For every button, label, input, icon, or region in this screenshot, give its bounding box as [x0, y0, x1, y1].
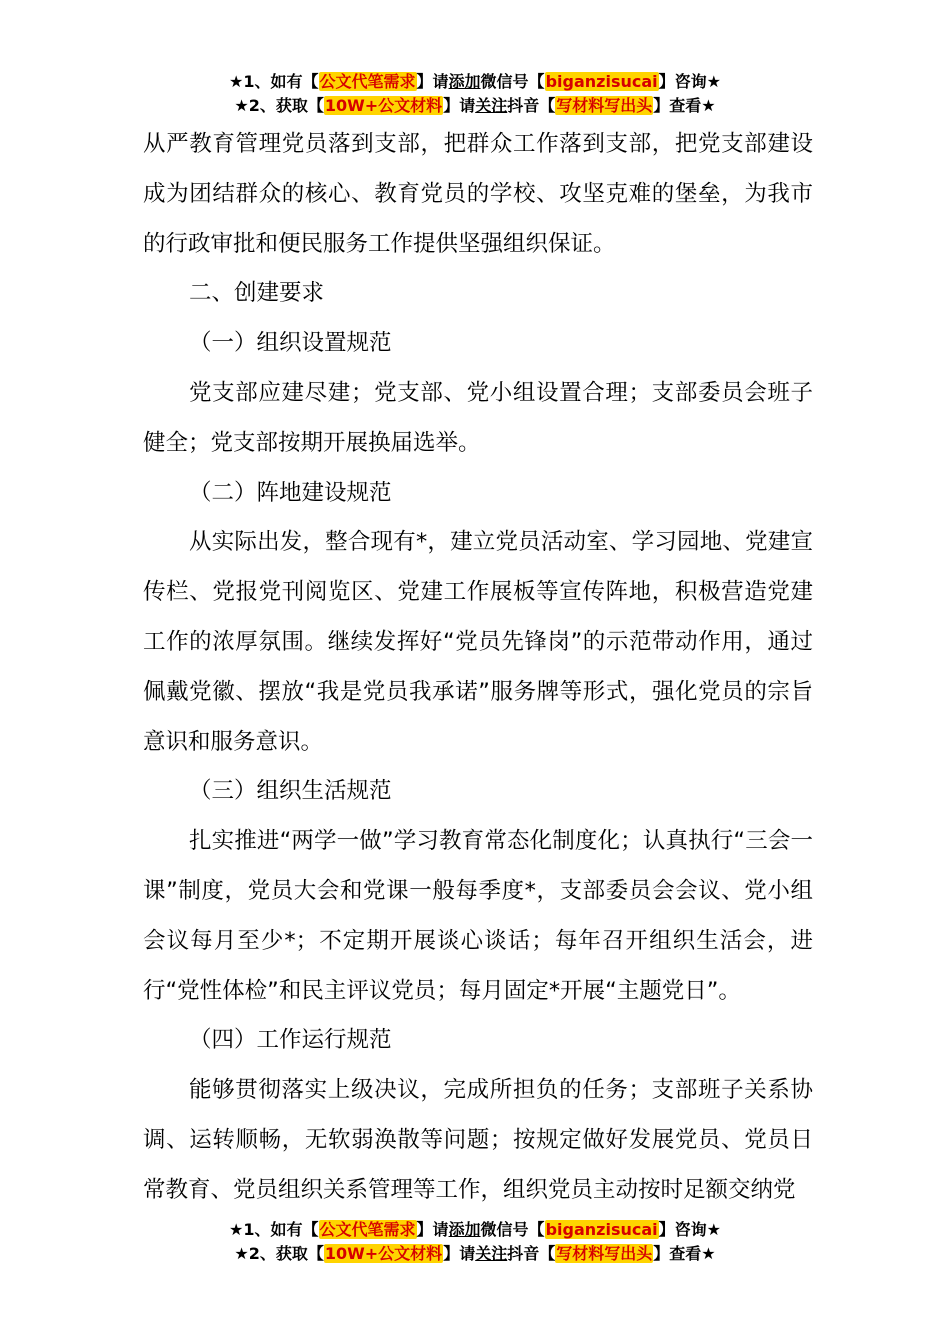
promo-highlight: biganzisucai	[545, 72, 658, 91]
promo-text: ★2、获取【	[234, 1244, 324, 1263]
promo-line-2	[0, 1242, 950, 1266]
promo-text: 】请	[416, 1220, 449, 1239]
promo-underlined-text: 关注	[475, 96, 508, 115]
promo-highlight: 10W+公文材料	[324, 96, 443, 115]
document-body	[143, 120, 813, 1216]
promo-highlight: 10W+公文材料	[324, 1244, 443, 1263]
promo-banner-bottom	[0, 1218, 950, 1266]
promo-underlined-text: 添加	[448, 72, 481, 91]
promo-banner-top	[0, 70, 950, 118]
promo-text: 】咨询★	[658, 1220, 721, 1239]
paragraph: 从严教育管理党员落到支部，把群众工作落到支部，把党支部建设成为团结群众的核心、教育党员的学校、攻坚克难的堡垒，为我市的行政审批和便民服务工作提供坚强组织保证。	[143, 131, 813, 257]
paragraph: 能够贯彻落实上级决议，完成所担负的任务；支部班子关系协调、运转顺畅，无软弱涣散等问题；按规定做好发展党员、党员日常教育、党员组织关系管理等工作，组织党员主动按时足额交纳党	[143, 1077, 813, 1203]
paragraph: 从实际出发，整合现有*，建立党员活动室、学习园地、党建宣传栏、党报党刊阅览区、党建工作展板等宣传阵地，积极营造党建工作的浓厚氛围。继续发挥好“党员先锋岗”的示范带动作用，通过佩戴党徽、摆放“我是党员我承诺”服务牌等形式，强化党员的宗旨意识和服务意识。	[143, 529, 813, 755]
promo-text: 微信号【	[480, 72, 545, 91]
promo-text: 】请	[443, 1244, 476, 1263]
promo-text: ★1、如有【	[229, 72, 319, 91]
promo-text: 】查看★	[653, 96, 716, 115]
promo-highlight: 公文代笔需求	[319, 1220, 416, 1239]
promo-underlined-text: 关注	[475, 1244, 508, 1263]
subsection-heading: （二）阵地建设规范	[189, 479, 392, 506]
promo-text: 】请	[416, 72, 449, 91]
subsection-heading: （一）组织设置规范	[189, 330, 392, 357]
promo-text: 微信号【	[480, 1220, 545, 1239]
promo-line-1	[0, 1218, 950, 1242]
promo-text: ★1、如有【	[229, 1220, 319, 1239]
promo-line-1	[0, 70, 950, 94]
paragraph: 扎实推进“两学一做”学习教育常态化制度化；认真执行“三会一课”制度，党员大会和党课一般每季度*，支部委员会会议、党小组会议每月至少*；不定期开展谈心谈话；每年召开组织生活会，进行“党性体检”和民主评议党员；每月固定*开展“主题党日”。	[143, 828, 813, 1004]
promo-highlight: 写材料写出头	[556, 1244, 653, 1263]
promo-text: 抖音【	[507, 1244, 556, 1263]
promo-highlight: 公文代笔需求	[319, 72, 416, 91]
section-heading: 二、创建要求	[189, 280, 325, 307]
promo-text: 】咨询★	[658, 72, 721, 91]
promo-text: 】查看★	[653, 1244, 716, 1263]
subsection-heading: （四）工作运行规范	[189, 1027, 392, 1054]
promo-text: 抖音【	[507, 96, 556, 115]
promo-highlight: 写材料写出头	[556, 96, 653, 115]
promo-highlight: biganzisucai	[545, 1220, 658, 1239]
paragraph: 党支部应建尽建；党支部、党小组设置合理；支部委员会班子健全；党支部按期开展换届选举。	[143, 379, 813, 456]
subsection-heading: （三）组织生活规范	[189, 778, 392, 805]
promo-text: 】请	[443, 96, 476, 115]
promo-text: ★2、获取【	[234, 96, 324, 115]
promo-underlined-text: 添加	[448, 1220, 481, 1239]
promo-line-2	[0, 94, 950, 118]
